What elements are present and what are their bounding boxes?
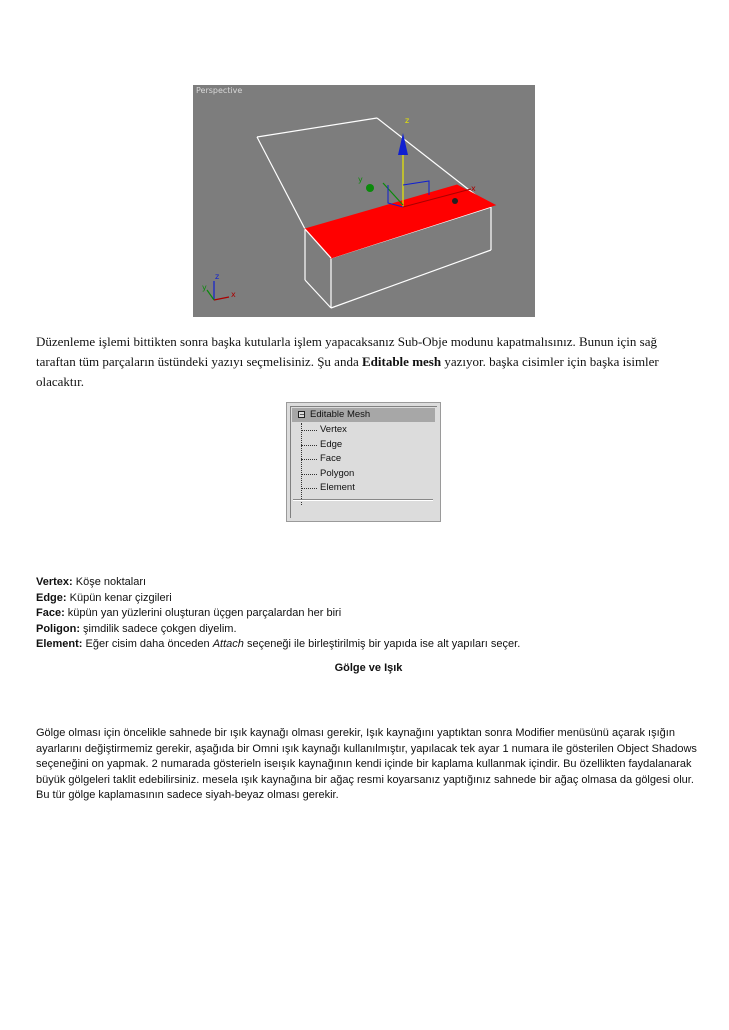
svg-text:x: x (231, 290, 236, 299)
viewport-label[interactable]: Perspective (196, 86, 243, 95)
collapse-icon[interactable]: − (299, 410, 306, 419)
tree-root-editable-mesh[interactable] (292, 408, 435, 422)
gizmo-y-label: y (358, 175, 363, 184)
svg-text:y: y (202, 283, 207, 292)
paragraph-sub-object: Düzenleme işlemi bittikten sonra başka kutularla işlem yapacaksanız Sub-Obje modunu kapatmalısınız. Bunun için sağ taraftan tüm parçaların üstündeki yazıyı seçmelisiniz. Şu anda Editable mesh yazıyor. başka cisimler için başka isimler olacaktır. (36, 334, 659, 389)
gizmo-z-label: z (405, 116, 410, 125)
perspective-viewport[interactable] (193, 85, 535, 317)
tree-item-element[interactable]: Element (291, 481, 431, 495)
axis-tripod (202, 272, 236, 300)
tree-item-polygon[interactable]: Polygon (291, 467, 431, 481)
modifier-stack-panel (286, 402, 441, 522)
tree-item-face[interactable]: Face (291, 452, 431, 466)
svg-text:z: z (215, 272, 220, 281)
definition-element: Element: Eğer cisim daha önceden Attach seçeneği ile birleştirilmiş bir yapıda ise alt yapıları seçer. (36, 638, 521, 650)
selected-face (305, 185, 495, 258)
definition-list (36, 575, 701, 653)
viewport-scene (193, 85, 535, 317)
section-heading: Gölge ve Işık (334, 662, 403, 674)
tree-item-edge[interactable]: Edge (291, 438, 431, 452)
definition-edge: Edge: Küpün kenar çizgileri (36, 591, 172, 604)
definition-face: Face: küpün yan yüzlerini oluşturan üçgen parçalardan her biri (36, 607, 342, 619)
paragraph-shadow-light: Gölge olması için öncelikle sahnede bir ışık kaynağı olması gerekir, Işık kaynağını yaptıktan sonra Modifier menüsünü açarak ışığın ayarlarını değiştirmemiz gerekir, aşağıda bir Omni ışık kaynağı kullanılmıştır, yapılacak tek ayar 1 numara ile gösterilen Object Shadows seçeneğini on yapmak. 2 numarada gösterieln iseışık kaynağının kendi içinde bir kaplama kullanmak içindir. Bu özellikten faydalanarak büyük gölgeleri taklit edebilirsiniz. mesela ışık kaynağına bir ağaç resmi koyarsanız yaptığınız sahnede bir ağaç olmasa da gölgesi olur. Bu tür gölge kaplamasının sadece siyah-beyaz olması gerekir. (36, 727, 697, 801)
tree-item-vertex[interactable]: Vertex (291, 423, 431, 437)
definition-vertex: Vertex: Köşe noktaları (36, 576, 147, 588)
gizmo-x-label: x (471, 184, 476, 193)
tree-root-label: Editable Mesh (310, 409, 371, 420)
definition-poligon: Poligon: şimdilik sadece çokgen diyelim. (36, 622, 237, 635)
